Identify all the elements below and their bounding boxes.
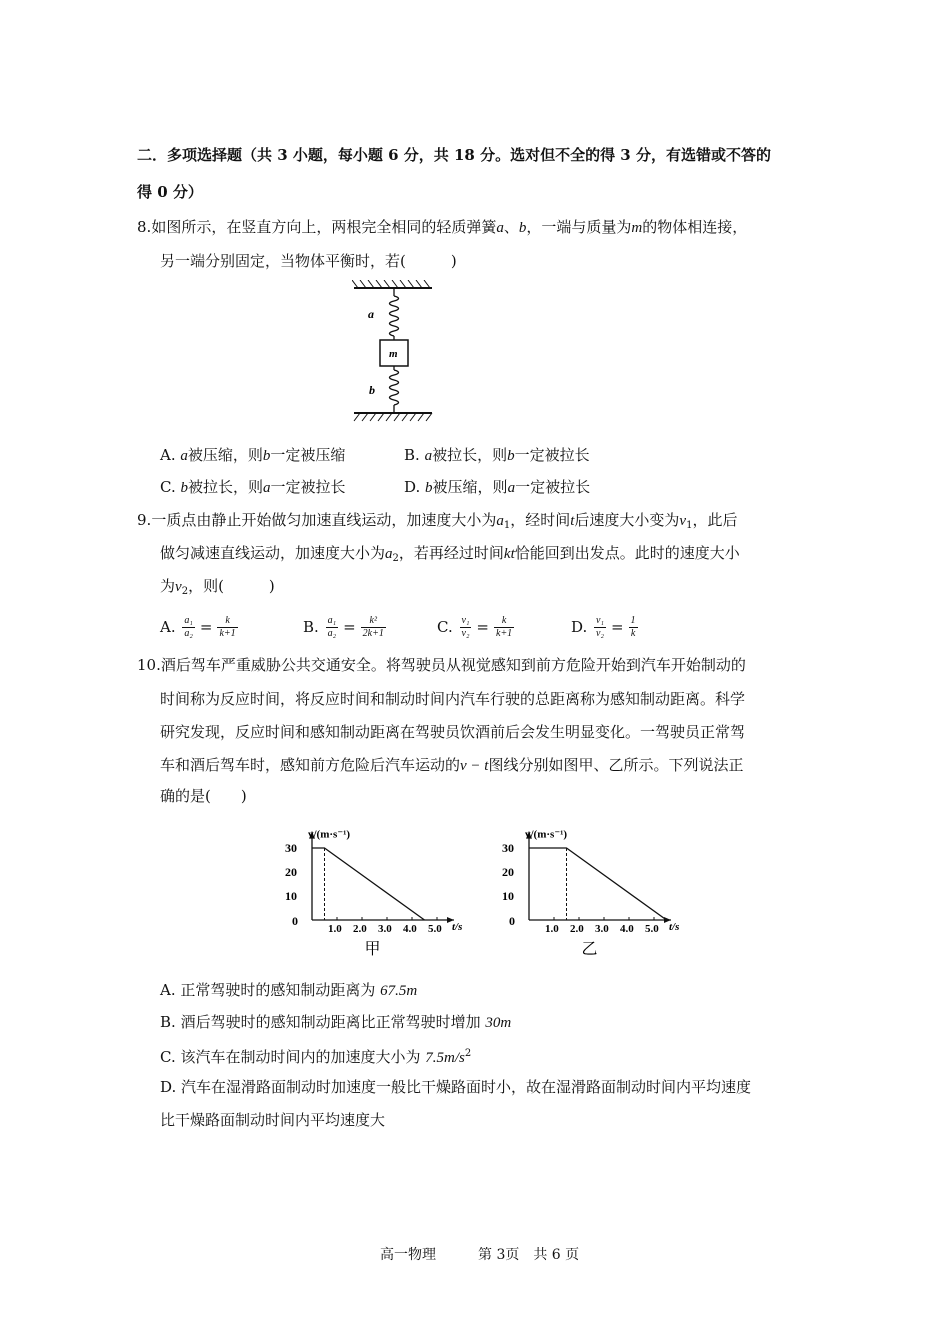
superscript: 2 <box>464 1048 472 1059</box>
q10-option-c[interactable] <box>160 1044 471 1068</box>
separator: 、 <box>503 218 519 236</box>
q8-text: 如图所示，在竖直方向上，两根完全相同的轻质弹簧 <box>151 218 497 236</box>
floor <box>354 413 432 421</box>
q9-stem-line1 <box>137 510 737 536</box>
option-letter: D. <box>160 1078 177 1096</box>
option-text: 一定被拉长 <box>514 446 590 464</box>
fraction <box>326 615 338 640</box>
subscript: 1 <box>686 520 693 531</box>
x-tick-label: 5.0 <box>428 923 442 935</box>
q10-option-b[interactable] <box>160 1012 511 1033</box>
spring-a <box>390 288 399 340</box>
subscript: 2 <box>181 586 189 597</box>
subscript: 1 <box>503 520 511 531</box>
question-number: 10. <box>137 656 161 674</box>
q8-text: ，一端与质量为 <box>526 218 632 236</box>
var: a <box>263 480 271 496</box>
footer-subject: 高一物理 <box>380 1247 436 1263</box>
vt-chart-yi <box>495 812 695 962</box>
q9-text: ，若再经过时间 <box>398 544 504 562</box>
math-value: 7.5m/s <box>425 1050 465 1066</box>
var-b: b <box>518 220 527 236</box>
x-tick-label: 2.0 <box>353 923 367 935</box>
equals: = <box>610 618 624 636</box>
var-a: a <box>496 220 504 236</box>
option-text: 被压缩，则 <box>187 446 263 464</box>
var: a <box>507 480 516 496</box>
section-title: 二．多项选择题（共 3 小题，每小题 6 分，共 18 分。选对但不全的得 3 分，有选错或不答的 <box>137 146 771 164</box>
denominator: k <box>630 627 636 639</box>
option-text: 被压缩，则 <box>432 478 508 496</box>
option-letter: C. <box>160 478 176 496</box>
x-tick-label: 3.0 <box>378 923 392 935</box>
option-text: 被拉长，则 <box>432 446 508 464</box>
option-text: 酒后驾驶时的感知制动距离比正常驾驶时增加 <box>180 1013 486 1031</box>
x-tick-label: 1.0 <box>545 923 559 935</box>
footer-page-number: 第 3页 共 6 页 <box>478 1247 580 1263</box>
q9-option-c[interactable] <box>437 612 516 641</box>
denominator: v₂ <box>596 627 604 639</box>
q9-stem-line2 <box>160 543 740 569</box>
y-tick-label: 10 <box>285 889 297 903</box>
option-letter: C. <box>160 1048 176 1066</box>
x-tick-label: 5.0 <box>645 923 659 935</box>
option-letter: B. <box>303 618 319 636</box>
q9-option-b[interactable] <box>303 612 388 641</box>
var: a <box>180 448 188 464</box>
y-tick-label: 20 <box>285 865 297 879</box>
label-b: b <box>369 383 375 397</box>
y-axis-label: v/(m·s⁻¹) <box>525 828 568 841</box>
option-text: 被拉长，则 <box>188 478 264 496</box>
q8-option-a[interactable] <box>160 445 345 466</box>
q8-stem-line1 <box>137 217 747 238</box>
chart-caption: 甲 <box>364 941 381 958</box>
numerator: 1 <box>630 614 636 626</box>
x-axis-label: t/s <box>452 921 463 933</box>
var-m: m <box>631 220 643 236</box>
option-letter: B. <box>404 446 420 464</box>
fraction <box>217 615 237 640</box>
denominator: k+1 <box>496 627 513 639</box>
math-v-t: v − t <box>460 758 489 774</box>
x-tick-label: 1.0 <box>328 923 342 935</box>
fraction <box>494 615 514 640</box>
q10-option-d-continued: 比干燥路面制动时间内平均速度大 <box>160 1111 386 1129</box>
q9-text: 恰能回到出发点。此时的速度大小 <box>514 544 740 562</box>
numerator: a₁ <box>327 614 337 626</box>
var: b <box>507 448 515 464</box>
denominator: a₂ <box>184 627 193 639</box>
q9-stem-line3 <box>160 576 275 602</box>
denominator: v₂ <box>461 627 470 639</box>
x-tick-label: 2.0 <box>570 923 584 935</box>
origin-label: 0 <box>292 914 298 928</box>
spring-figure <box>352 280 434 422</box>
equals: = <box>343 618 356 636</box>
fraction <box>594 615 606 640</box>
question-number: 9. <box>137 511 152 529</box>
option-text: 一定被拉长 <box>270 478 346 496</box>
option-letter: A. <box>160 446 176 464</box>
fraction <box>629 615 638 640</box>
q10-text: 图线分别如图甲、乙所示。下列说法正 <box>488 756 744 774</box>
spring-b <box>390 366 399 413</box>
equals: = <box>476 618 489 636</box>
q9-text: 为 <box>160 577 176 595</box>
q9-text: 一质点由静止开始做匀加速直线运动，加速度大小为 <box>151 511 497 529</box>
denominator: a₂ <box>327 627 337 639</box>
option-letter: A. <box>160 981 176 999</box>
var: b <box>262 448 271 464</box>
label-m: m <box>389 348 398 360</box>
denominator: k+1 <box>219 627 236 639</box>
q9-option-a[interactable] <box>160 612 240 641</box>
option-letter: D. <box>404 478 421 496</box>
series-line <box>312 848 425 920</box>
q10-option-d[interactable] <box>160 1077 751 1097</box>
q9-option-d[interactable] <box>571 612 640 641</box>
var: b <box>425 480 433 496</box>
q10-stem-line5: 确的是( ) <box>160 787 247 805</box>
numerator: v₁ <box>596 614 604 626</box>
q10-text: 车和酒后驾车时，感知前方危险后汽车运动的 <box>160 756 461 774</box>
equals: = <box>199 618 213 636</box>
option-text: 汽车在湿滑路面制动时加速度一般比干燥路面时小，故在湿滑路面制动时间内平均速度 <box>181 1078 752 1096</box>
q10-stem-line1 <box>137 655 746 675</box>
y-tick-label: 20 <box>502 865 514 879</box>
numerator: k² <box>361 615 386 628</box>
y-tick-label: 30 <box>502 841 514 855</box>
x-axis-label: t/s <box>669 921 680 933</box>
q10-stem-line4 <box>160 755 743 776</box>
y-tick-label: 10 <box>502 889 514 903</box>
origin-label: 0 <box>509 914 515 928</box>
q9-text: ，此后 <box>692 511 738 529</box>
var: v <box>679 513 687 529</box>
x-tick-label: 4.0 <box>620 923 634 935</box>
q10-stem-line3: 研究发现，反应时间和感知制动距离在驾驶员饮酒前后会发生明显变化。一驾驶员正常驾 <box>160 723 746 741</box>
q9-text: ，经时间 <box>510 511 571 529</box>
q10-stem-line2: 时间称为反应时间，将反应时间和制动时间内汽车行驶的总距离称为感知制动距离。科学 <box>160 690 746 708</box>
numerator: k <box>494 615 514 628</box>
var: kt <box>503 546 515 562</box>
option-letter: D. <box>571 618 588 636</box>
var: a <box>424 448 433 464</box>
option-letter: B. <box>160 1013 176 1031</box>
chart-caption: 乙 <box>581 941 598 958</box>
q8-option-c[interactable] <box>160 477 346 498</box>
vt-chart-jia <box>278 812 468 962</box>
subscript: 2 <box>392 553 399 564</box>
x-tick-label: 4.0 <box>403 923 417 935</box>
q10-option-a[interactable] <box>160 980 417 1001</box>
option-text: 正常驾驶时的感知制动距离为 <box>180 981 381 999</box>
math-value: 30m <box>485 1015 512 1031</box>
option-text: 一定被压缩 <box>270 446 346 464</box>
y-axis-label: v/(m·s⁻¹) <box>308 828 351 841</box>
numerator: k <box>217 615 237 628</box>
option-text: 一定被拉长 <box>515 478 591 496</box>
option-letter: C. <box>437 618 453 636</box>
q9-text: ，则( ) <box>188 577 275 595</box>
q10-text: 酒后驾车严重威胁公共交通安全。将驾驶员从视觉感知到前方危险开始到汽车开始制动的 <box>160 656 746 674</box>
var: a <box>385 546 393 562</box>
option-text: 该汽车在制动时间内的加速度大小为 <box>180 1048 426 1066</box>
section-title-continued: 得 0 分） <box>137 183 203 201</box>
question-number: 8. <box>137 218 152 236</box>
var: a <box>496 513 504 529</box>
numerator: v₁ <box>461 614 470 626</box>
fraction <box>182 615 194 640</box>
q8-text: 的物体相连接， <box>642 218 748 236</box>
q8-option-d[interactable] <box>404 477 590 498</box>
ceiling <box>352 280 432 288</box>
label-a: a <box>368 307 374 321</box>
q8-stem-line2: 另一端分别固定，当物体平衡时，若( ) <box>160 252 457 270</box>
x-tick-label: 3.0 <box>595 923 609 935</box>
series-line <box>529 848 667 920</box>
math-value: 67.5m <box>380 983 418 999</box>
option-letter: A. <box>160 618 176 636</box>
q8-option-b[interactable] <box>404 445 590 466</box>
var: b <box>180 480 188 496</box>
q9-text: 做匀减速直线运动，加速度大小为 <box>160 544 386 562</box>
var: t <box>570 513 575 529</box>
var: v <box>175 579 182 595</box>
q9-text: 后速度大小变为 <box>574 511 680 529</box>
fraction <box>460 615 472 640</box>
fraction <box>361 615 386 640</box>
y-tick-label: 30 <box>285 841 297 855</box>
numerator: a₁ <box>184 614 193 626</box>
denominator: 2k+1 <box>362 627 384 639</box>
